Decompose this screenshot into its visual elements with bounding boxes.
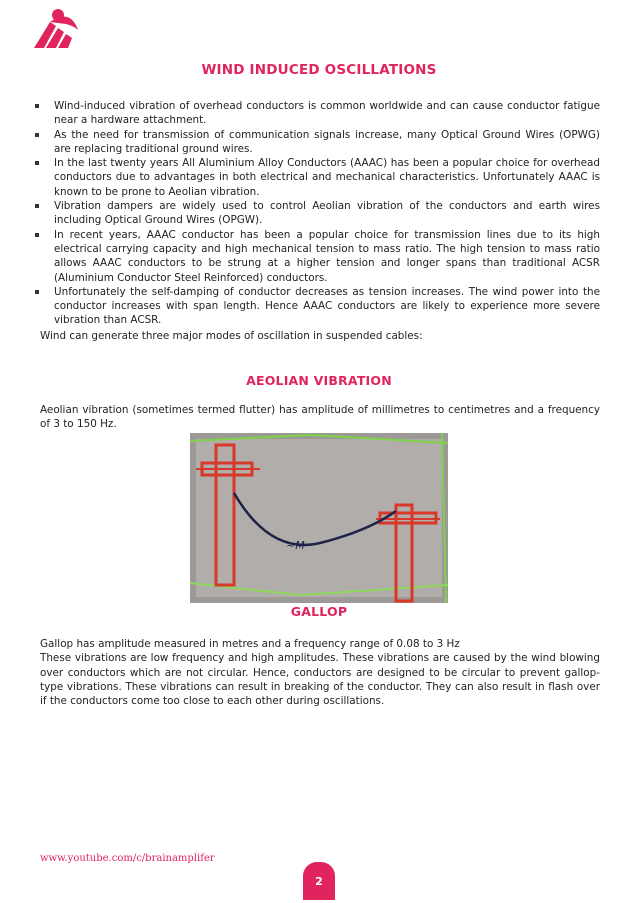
page-number-badge: 2	[303, 862, 335, 900]
aeolian-description: Aeolian vibration (sometimes termed flutter) has amplitude of millimetres to centimetres and a frequency of 3 to 150 Hz.	[40, 404, 600, 431]
aeolian-vibration-sketch	[190, 433, 448, 603]
list-item: In recent years, AAAC conductor has been a popular choice for transmission lines due to its high electrical carrying capacity and high mechanical tension to mass ratio. The high tension to mass ratio allows AAAC conductors to be strung at a higher tension and longer spans than traditional ACSR (Aluminium Conductor Steel Reinforced) conductors.	[34, 228, 600, 285]
gallop-body: These vibrations are low frequency and high amplitudes. These vibrations are caused by the wind blowing over conductors which are not circular. Hence, conductors are designed to be circular to prevent gallop-type vibrations. These vibrations can result in breaking of the conductor. They can also result in flash over if the conductors come too close to each other during oscillations.	[40, 652, 600, 708]
section-title-gallop: GALLOP	[290, 604, 348, 619]
list-item: Wind-induced vibration of overhead conductors is common worldwide and can cause conductor fatigue near a hardware attachment.	[34, 99, 600, 128]
brain-amplifier-logo	[28, 6, 82, 54]
list-item: Vibration dampers are widely used to control Aeolian vibration of the conductors and earth wires including Optical Ground Wires (OPGW).	[34, 199, 600, 228]
gallop-description	[40, 637, 600, 708]
section-title-wind-oscillations: WIND INDUCED OSCILLATIONS	[201, 62, 437, 78]
svg-text:~M: ~M	[286, 539, 305, 552]
youtube-link[interactable]: www.youtube.com/c/brainamplifer	[40, 853, 215, 864]
gallop-line: Gallop has amplitude measured in metres and a frequency range of 0.08 to 3 Hz	[40, 638, 460, 650]
list-item: As the need for transmission of communication signals increase, many Optical Ground Wires (OPWG) are replacing traditional ground wires.	[34, 128, 600, 157]
list-item: In the last twenty years All Aluminium Alloy Conductors (AAAC) has been a popular choice for overhead conductors due to advantages in both electrical and mechanical characteristics. Unfortunately AAAC is known to be prone to Aeolian vibration.	[34, 156, 600, 199]
section-title-aeolian: AEOLIAN VIBRATION	[246, 373, 392, 388]
intro-text: Wind can generate three major modes of oscillation in suspended cables:	[40, 330, 423, 342]
list-item: Unfortunately the self-damping of conductor decreases as tension increases. The wind power into the conductor increases with span length. Hence AAAC conductors are likely to experience more severe vibration than ACSR.	[34, 285, 600, 328]
bullet-list	[34, 99, 600, 328]
